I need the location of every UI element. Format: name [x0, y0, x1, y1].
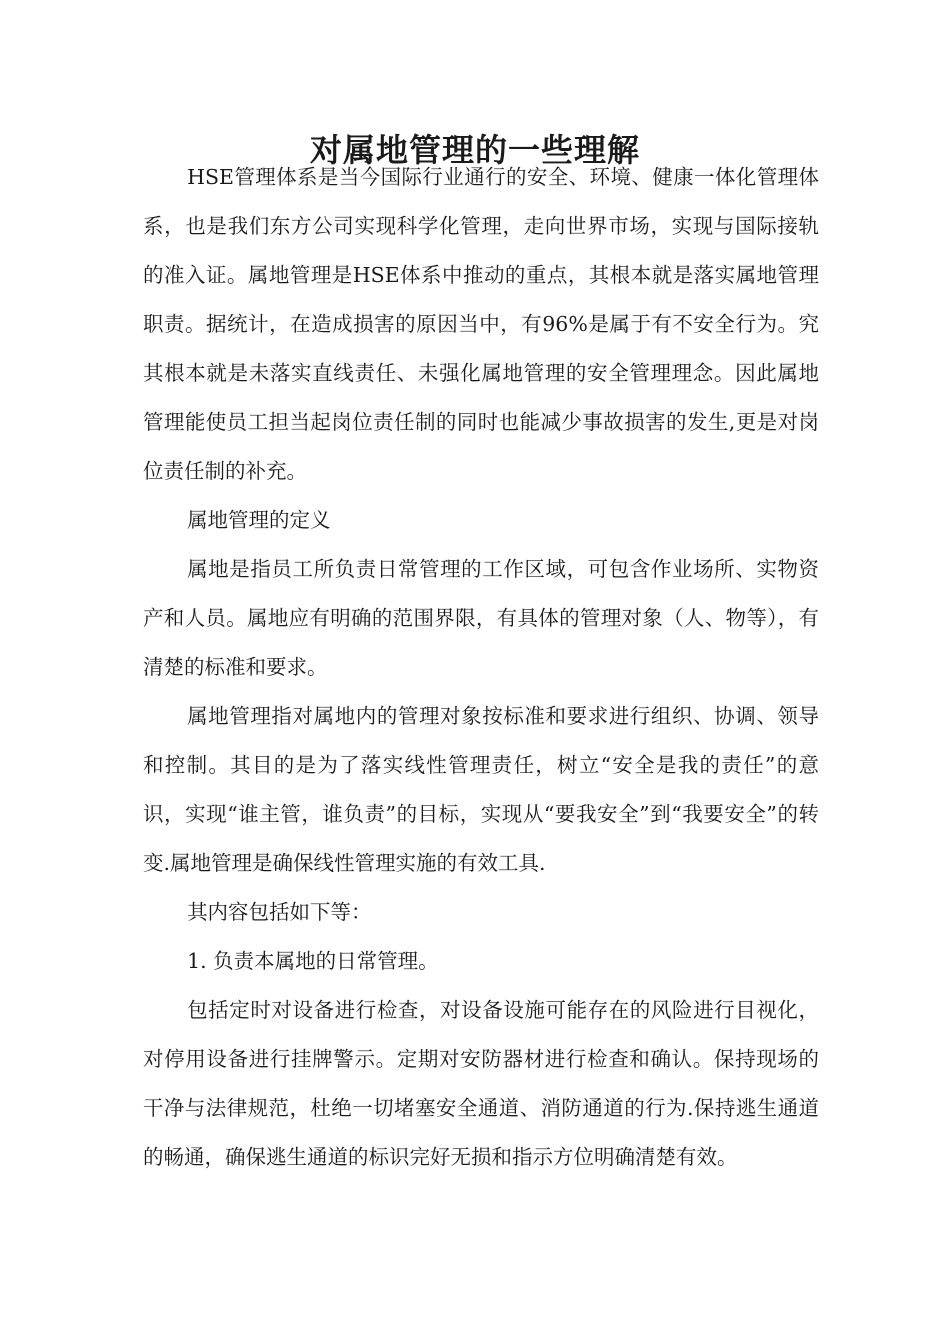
paragraph-item-1-detail: 包括定时对设备进行检查，对设备设施可能存在的风险进行目视化，对停用设备进行挂牌警示。定期对安防器材进行检查和确认。保持现场的干净与法律规范，杜绝一切堵塞安全通道、消防通道的行为.保持逃生通道的畅通，确保逃生通道的标识完好无损和指示方位明确清楚有效。: [143, 998, 819, 1169]
paragraph-definition-heading: 属地管理的定义: [187, 508, 331, 532]
paragraph-territory-definition: 属地是指员工所负责日常管理的工作区域，可包含作业场所、实物资产和人员。属地应有明确的范围界限，有具体的管理对象（人、物等），有清楚的标准和要求。: [143, 557, 819, 679]
document-title: 对属地管理的一些理解: [309, 131, 640, 170]
document-body: [143, 153, 819, 1182]
paragraph-territory-management: 属地管理指对属地内的管理对象按标准和要求进行组织、协调、领导和控制。其目的是为了落实线性管理责任，树立“安全是我的责任”的意识，实现“谁主管，谁负责”的目标，实现从“要我安全”到“我要安全”的转变.属地管理是确保线性管理实施的有效工具.: [143, 704, 819, 875]
paragraph-item-1: 1. 负责本属地的日常管理。: [187, 949, 439, 973]
paragraph-hse-intro: HSE管理体系是当今国际行业通行的安全、环境、健康一体化管理体系，也是我们东方公司实现科学化管理，走向世界市场，实现与国际接轨的准入证。属地管理是HSE体系中推动的重点，其根本就是落实属地管理职责。据统计，在造成损害的原因当中，有96%是属于有不安全行为。究其根本就是未落实直线责任、未强化属地管理的安全管理理念。因此属地管理能使员工担当起岗位责任制的同时也能减少事故损害的发生,更是对岗位责任制的补充。: [143, 165, 819, 483]
paragraph-content-intro: 其内容包括如下等：: [187, 900, 372, 924]
